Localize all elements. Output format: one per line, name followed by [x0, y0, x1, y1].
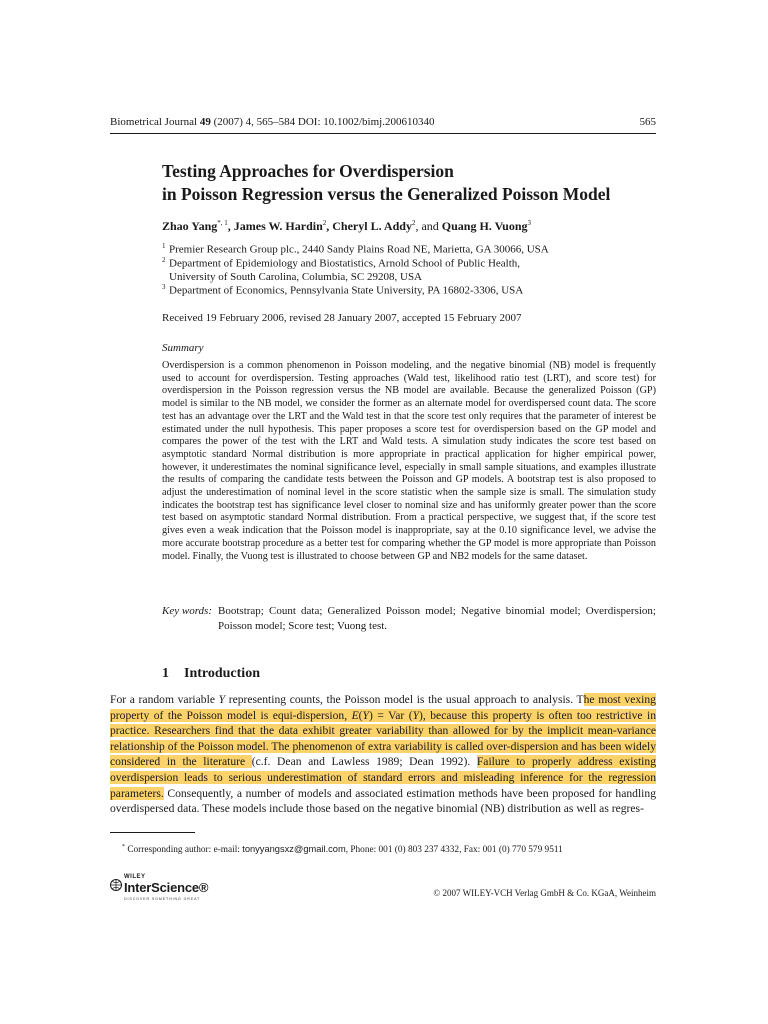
intro-text: (c.f. Dean and Lawless 1989; Dean 1992). — [251, 755, 477, 769]
affiliation-3: $^3$ Department of Economics, Pennsylvania State University, PA 16802-3306, USA — [162, 283, 524, 297]
logo-wiley-text: WILEY — [124, 874, 146, 880]
author-name: Zhao Yang — [162, 219, 218, 233]
journal-citation: Biometrical Journal 49 (2007) 4, 565–584 DOI: 10.1002/bimj.200610340 — [110, 116, 435, 128]
intro-text: Y — [218, 693, 226, 706]
interscience-logo — [110, 872, 220, 904]
page-number: 565 — [639, 116, 656, 128]
footnote-rule — [110, 832, 195, 833]
footnote: * Corresponding author: e-mail: tonyyangsxz@gmail.com, Phone: 001 (0) 803 237 4332, Fax: 001 (0) 770 579 9511 — [122, 844, 563, 856]
intro-text: For a random variable — [110, 693, 219, 706]
author-mark: 2 — [411, 219, 416, 227]
highlighted-text: he most vexing property of the Poisson model is equi-dispersion, — [110, 693, 656, 722]
highlighted-text: Failure to properly address existing overdispersion leads to serious underestimation of standard errors and misleading inference for the regression parameters. — [110, 755, 656, 800]
keywords — [162, 604, 656, 634]
author-name: Quang H. Vuong — [441, 219, 528, 233]
received-dates: Received 19 February 2006, revised 28 January 2007, accepted 15 February 2007 — [162, 312, 522, 324]
summary-heading: Summary — [162, 342, 204, 354]
summary-text: Overdispersion is a common phenomenon in Poisson modeling, and the negative binomial (NB) model is frequently used to account for overdispersion. Testing approaches (Wald test, likelihood ratio test (LRT), and score test) for overdispersion in the Poisson regression versus the NB model are available. Because the generalized Poisson (GP) model is similar to the NB model, we consider the former as an alternate model for overdispersed count data. The score test has an advantage over the LRT and the Wald test in that the score test only requires that the parameter of interest be estimated under the null hypothesis. This paper proposes a score test for overdispersion based on the GP model and compares the power of the test with the LRT and Wald tests. A simulation study indicates the score test based on asymptotic standard Normal distribution is more appropriate in practical application for higher empirical power, however, it underestimates the nominal significance level, especially in small sample situations, and examples illustrate the results of comparing the candidate tests between the Poisson and GP models. A bootstrap test is also proposed to adjust the underestimation of nominal level in the score statistic when the sample size is small. The simulation study indicates the bootstrap test has significance level closer to nominal size and has uniformly greater power than the score test based on asymptotic standard Normal distribution. From a practical perspective, we suggest that, if the score test gives even a weak indication that the Poisson model is inappropriate, say at the 0.10 significance level, we advise the more accurate bootstrap procedure as a better test for comparing whether the GP model is more appropriate than Poisson model. Finally, the Vuong test is illustrated to choose between GP and NB2 models for the same dataset. — [162, 360, 656, 562]
header-rule — [110, 133, 656, 134]
logo-main-text: InterScience® — [124, 880, 209, 895]
highlighted-text: ( — [358, 708, 363, 722]
highlighted-text: Y — [362, 708, 369, 722]
author-mark: 3 — [527, 219, 531, 227]
author-name: Cheryl L. Addy — [332, 219, 412, 233]
footnote-mark: * — [122, 844, 125, 850]
title-line: Testing Approaches for Overdispersion — [162, 161, 454, 181]
title-line: in Poisson Regression versus the Generalized Poisson Model — [162, 184, 611, 204]
copyright-notice: © 2007 WILEY-VCH Verlag GmbH & Co. KGaA, Weinheim — [433, 888, 656, 898]
author-name: James W. Hardin — [233, 219, 323, 233]
affiliation-2: $^2$ Department of Epidemiology and Biostatistics, Arnold School of Public Health, University of South Carolina, Columbia, SC 29208, USA — [162, 256, 521, 284]
keywords-text: Bootstrap; Count data; Generalized Poisson model; Negative binomial model; Overdispersion; Poisson model; Score test; Vuong test. — [218, 605, 656, 632]
intro-paragraph — [110, 692, 656, 817]
intro-text: representing counts, the Poisson model is the usual approach to analysis. T — [225, 693, 584, 706]
highlighted-text: Y — [412, 708, 420, 722]
author-list: Zhao Yang$^{*, 1}$, James W. Hardin$^2$, Cheryl L. Addy$^2$, and Quang H. Vuong$^3$ — [162, 219, 531, 233]
wiley-globe-icon — [110, 876, 122, 894]
section-heading — [162, 666, 260, 682]
highlighted-text: ) = Var ( — [369, 708, 413, 722]
section-title: Introduction — [184, 666, 260, 681]
author-mark: 2 — [322, 219, 327, 227]
author-mark: *, 1 — [217, 219, 228, 227]
author-email: tonyyangsxz@gmail.com — [242, 844, 346, 855]
logo-tagline: DISCOVER SOMETHING GREAT — [124, 897, 201, 901]
section-number: 1 — [162, 666, 169, 681]
keywords-label: Key words: — [162, 605, 213, 617]
affiliation-1: $^1$ Premier Research Group plc., 2440 Sandy Plains Road NE, Marietta, GA 30066, USA — [162, 242, 549, 256]
intro-text: Consequently, a number of models and associated estimation methods have been proposed for handling overdispersed data. These models include those based on the negative binomial (NB) distribution as well as regres- — [110, 786, 656, 816]
highlighted-text: ), because this property is often too restrictive in practice. Researchers find that the data exhibit greater variability than allowed for by the implicit mean-variance relationship of the Poisson model. The phenomenon of extra variability is called over-dispersion and has been widely considered in the literature — [110, 708, 657, 769]
highlighted-text: E — [351, 708, 359, 722]
running-head — [110, 116, 656, 128]
paper-title — [162, 160, 656, 206]
